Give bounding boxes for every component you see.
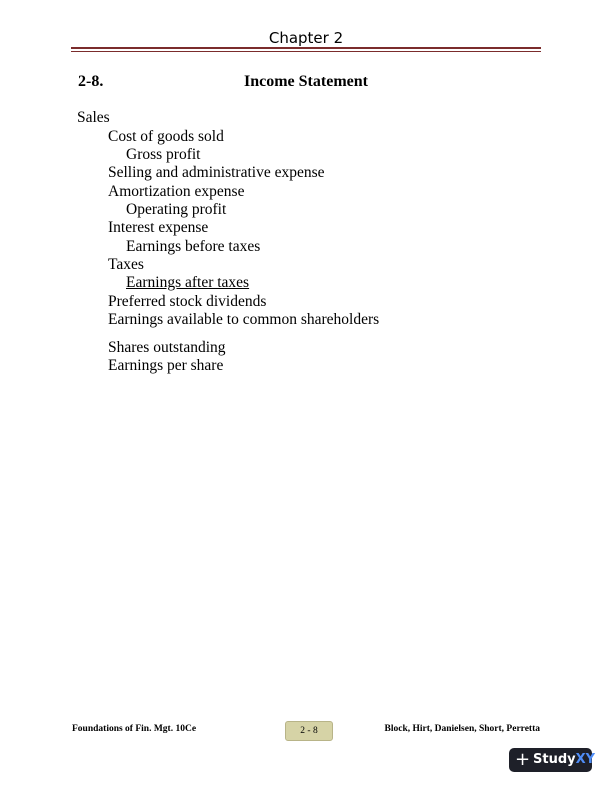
line-earnings-after-taxes: Earnings after taxes xyxy=(126,274,250,291)
line-taxes: Taxes xyxy=(108,256,144,273)
statement-title: Income Statement xyxy=(244,73,368,90)
line-cost-of-goods-sold: Cost of goods sold xyxy=(108,128,224,145)
line-sales: Sales xyxy=(77,109,110,126)
logo-suffix: XY xyxy=(575,752,596,767)
studyxy-logo[interactable] xyxy=(509,748,596,772)
line-earnings-before-taxes: Earnings before taxes xyxy=(126,238,261,255)
header-rule-thin xyxy=(71,51,541,52)
line-operating-profit: Operating profit xyxy=(126,201,227,218)
plus-icon: + xyxy=(515,749,531,770)
line-interest-expense: Interest expense xyxy=(108,219,209,236)
header-rule-thick xyxy=(71,47,541,49)
footer-book-title: Foundations of Fin. Mgt. 10Ce xyxy=(72,724,197,734)
line-gross-profit: Gross profit xyxy=(126,146,201,163)
logo-text xyxy=(533,748,595,772)
problem-number: 2-8. xyxy=(78,73,104,90)
footer-authors: Block, Hirt, Danielsen, Short, Perretta xyxy=(384,724,540,734)
line-preferred-dividends: Preferred stock dividends xyxy=(108,293,267,310)
chapter-header: Chapter 2 xyxy=(268,29,344,47)
line-selling-admin-expense: Selling and administrative expense xyxy=(108,164,325,181)
logo-name: Study xyxy=(533,752,576,767)
line-eps: Earnings per share xyxy=(108,357,224,374)
page-number-badge: 2 - 8 xyxy=(285,721,333,741)
line-amortization-expense: Amortization expense xyxy=(108,183,245,200)
line-shares-outstanding: Shares outstanding xyxy=(108,339,226,356)
line-earnings-available-common: Earnings available to common shareholders xyxy=(108,311,380,328)
